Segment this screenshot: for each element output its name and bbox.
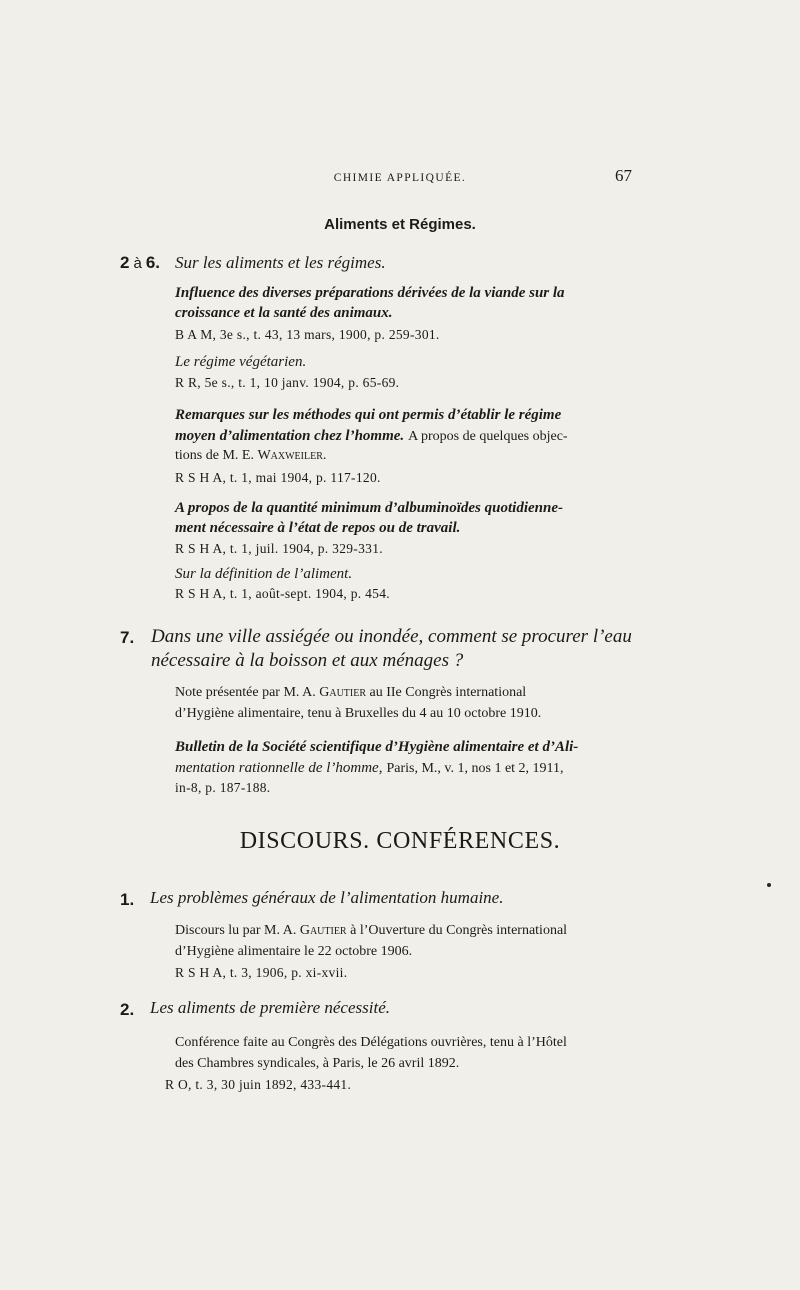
entry-title: Sur les aliments et les régimes. [175,253,386,272]
item-title-line: Sur la définition de l’aliment. [175,566,353,582]
entry-number: 7. [120,628,135,647]
description-line: des Chambres syndicales, à Paris, le 26 avril 1892. [175,1056,460,1071]
entry-number-end: 6. [145,253,160,272]
section-heading: Aliments et Régimes. [324,216,476,233]
description-text: à l’Ouverture du Congrès international [350,923,568,938]
page-number: 67 [615,166,632,185]
bulletin-detail: Paris, M., v. 1, nos 1 et 2, 1911, [386,761,564,776]
item-title-line: croissance et la santé des animaux. [175,305,393,321]
item-title-line: Influence des diverses préparations dérivées de la viande sur la [175,285,565,301]
author-name: Gautier [299,923,347,938]
item-reference: R R, 5e s., t. 1, 10 janv. 1904, p. 65-69. [175,375,400,390]
entry-reference: R S H A, t. 3, 1906, p. xi-xvii. [175,965,348,980]
entry-title-line: Dans une ville assiégée ou inondée, comment se procurer l’eau [151,626,632,647]
section-heading: DISCOURS. CONFÉRENCES. [239,828,561,854]
item-title-line: ment nécessaire à l’état de repos ou de travail. [175,520,461,536]
entry-number [120,253,160,273]
description-line [175,923,567,939]
item-title-line: Remarques sur les méthodes qui ont permis d’établir le régime [175,407,562,423]
item-description: A propos de quelques objec- [408,429,568,444]
description-line: d’Hygiène alimentaire le 22 octobre 1906. [175,944,413,959]
note-text: Note présentée par M. A. [175,685,316,700]
entry-title: Les problèmes généraux de l’alimentation humaine. [150,888,504,907]
item-description-line [175,448,326,464]
ink-dot [767,883,771,887]
item-reference: R S H A, t. 1, août-sept. 1904, p. 454. [175,586,390,601]
entry-reference: R O, t. 3, 30 juin 1892, 433-441. [165,1077,352,1092]
author-name: Waxweiler. [257,448,327,463]
bulletin-reference: in-8, p. 187-188. [175,780,271,795]
bulletin-title-line [175,759,564,777]
note-text: au IIe Congrès international [369,685,527,700]
entry-title: Les aliments de première nécessité. [150,998,390,1017]
entry-number-sep: à [133,255,142,272]
entry-number-start: 2 [120,253,130,272]
item-title-line: A propos de la quantité minimum d’albuminoïdes quotidienne- [175,500,563,516]
note-line [175,685,526,701]
note-line: d’Hygiène alimentaire, tenu à Bruxelles du 4 au 10 octobre 1910. [175,706,542,721]
bulletin-title-part: mentation rationnelle de l’homme, [175,760,383,776]
item-reference: R S H A, t. 1, mai 1904, p. 117-120. [175,470,381,485]
bulletin-title-line: Bulletin de la Société scientifique d’Hygiène alimentaire et d’Ali- [175,739,579,755]
item-title-line [175,427,568,445]
description-text: Discours lu par M. A. [175,923,297,938]
item-title-line: Le régime végétarien. [175,354,307,370]
author-name: Gautier [319,685,367,700]
entry-title-line: nécessaire à la boisson et aux ménages ? [151,650,464,671]
item-description: tions de M. E. [175,448,254,463]
entry-number: 2. [120,1000,135,1019]
item-title-part: moyen d’alimentation chez l’homme. [175,428,405,444]
description-line: Conférence faite au Congrès des Délégations ouvrières, tenu à l’Hôtel [175,1035,567,1050]
entry-number: 1. [120,890,135,909]
item-reference: R S H A, t. 1, juil. 1904, p. 329-331. [175,541,383,556]
running-head: CHIMIE APPLIQUÉE. [333,172,467,184]
item-reference: B A M, 3e s., t. 43, 13 mars, 1900, p. 259-301. [175,327,440,342]
